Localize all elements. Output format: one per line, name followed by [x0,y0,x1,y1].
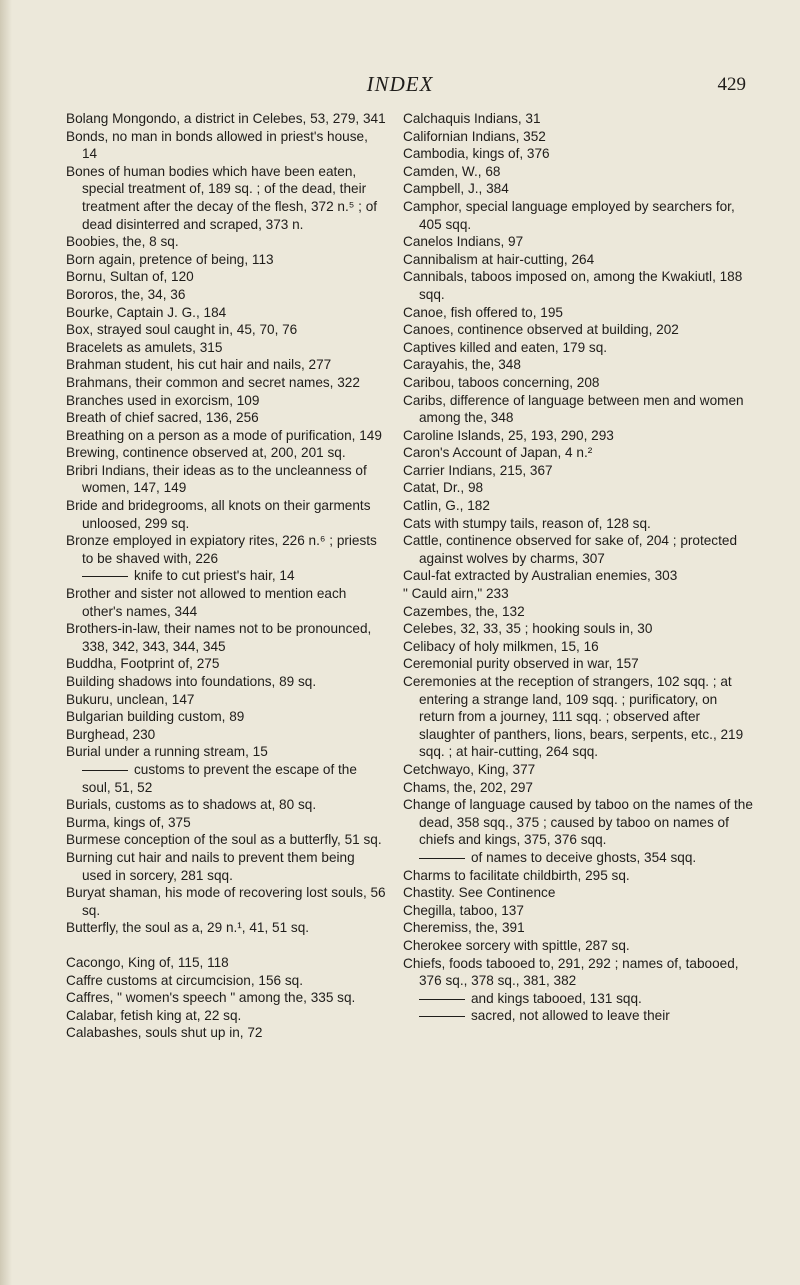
index-entry-text: Buryat shaman, his mode of recovering lost souls, 56 sq. [66,885,386,918]
index-entry [66,796,386,814]
index-entry [66,251,386,269]
index-entry-text: Bulgarian building custom, 89 [66,709,245,725]
index-entry-text: Caron's Account of Japan, 4 n.² [403,445,593,461]
index-entry-text: " Cauld airn," 233 [403,586,509,602]
index-entry-text: Brother and sister not allowed to mention each other's names, 344 [66,586,347,619]
index-entry-text: knife to cut priest's hair, 14 [134,568,295,584]
index-entry-text: Bolang Mongondo, a district in Celebes, 53, 279, 341 [66,111,386,126]
index-entry-text: Bororos, the, 34, 36 [66,286,186,302]
index-entry-text: Born again, pretence of being, 113 [66,251,274,267]
index-entry [66,374,386,392]
index-entry [403,233,755,251]
index-entry [66,356,386,374]
index-subentry [66,567,386,585]
index-entry [66,268,386,286]
index-entry-text: Calabar, fetish king at, 22 sq. [66,1007,242,1023]
index-entry-text: Ceremonial purity observed in war, 157 [403,656,639,672]
index-entry-text: Brahmans, their common and secret names, 322 [66,374,360,390]
index-entry [66,708,386,726]
index-entry [66,409,386,427]
index-entry-text: Caribou, taboos concerning, 208 [403,374,600,390]
index-entry-text: Brahman student, his cut hair and nails, 277 [66,357,332,373]
index-entry [66,321,386,339]
index-entry-text: Camden, W., 68 [403,163,501,179]
index-entry-text: Camphor, special language employed by searchers for, 405 sqq. [403,198,735,232]
index-entry-text: Buddha, Footprint of, 275 [66,656,220,672]
index-entry [403,392,755,427]
index-entry [403,955,755,990]
index-entry [66,1007,386,1025]
index-entry-text: Caroline Islands, 25, 193, 290, 293 [403,427,614,443]
index-entry-text: Celebes, 32, 33, 35 ; hooking souls in, 30 [403,621,653,637]
index-entry [403,374,755,392]
index-entry-text: Burghead, 230 [66,726,156,742]
index-entry [66,919,386,937]
index-entry-text: Cheremiss, the, 391 [403,920,525,936]
index-entry-text: Burial under a running stream, 15 [66,744,268,760]
index-entry-text: Canelos Indians, 97 [403,234,524,250]
index-entry-text: Chastity. See Continence [403,885,556,901]
index-entry [66,691,386,709]
index-entry-text: Celibacy of holy milkmen, 15, 16 [403,638,599,654]
index-entry-text: Californian Indians, 352 [403,128,546,144]
index-entry [403,937,755,955]
index-entry [403,180,755,198]
index-entry [66,814,386,832]
index-entry [403,902,755,920]
index-entry [66,726,386,744]
index-entry-text: Bronze employed in expiatory rites, 226 n.⁶ ; priests to be shaved with, 226 [66,533,377,566]
ditto-dash [82,770,128,771]
index-entry [403,304,755,322]
index-entry-text: and kings tabooed, 131 sqq. [471,990,642,1006]
index-entry [66,954,386,972]
index-entry-text: Cats with stumpy tails, reason of, 128 sq. [403,515,651,531]
index-entry [403,761,755,779]
index-entry [66,655,386,673]
index-entry [403,515,755,533]
index-entry [66,585,386,620]
index-entry [66,339,386,357]
index-entry [66,392,386,410]
index-entry [403,163,755,181]
index-entry [403,603,755,621]
index-column-left [66,110,386,1042]
index-entry-text: Cetchwayo, King, 377 [403,761,536,777]
index-entry-text: of names to deceive ghosts, 354 sqq. [471,849,697,865]
index-entry-text: Box, strayed soul caught in, 45, 70, 76 [66,322,298,338]
page-header [0,72,800,102]
index-entry-text: customs to prevent the escape of the soul, 51, 52 [82,761,357,795]
index-entry [403,779,755,797]
index-entry [403,567,755,585]
index-entry-text: Bonds, no man in bonds allowed in priest's house, 14 [66,128,368,162]
index-entry [403,110,755,128]
index-column-right [403,110,755,1025]
ditto-dash [419,999,465,1000]
index-entry [403,497,755,515]
index-entry-text: Brothers-in-law, their names not to be pronounced, 338, 342, 343, 344, 345 [66,621,372,654]
index-entry-text: Building shadows into foundations, 89 sq. [66,674,317,689]
index-subentry [403,990,755,1008]
index-entry [403,251,755,269]
index-entry-text: Caffres, " women's speech " among the, 335 sq. [66,990,356,1006]
index-entry-text: Carayahis, the, 348 [403,357,521,373]
index-entry-text: Burma, kings of, 375 [66,814,191,830]
index-entry-text: Catlin, G., 182 [403,498,490,514]
index-entry-text: Burials, customs as to shadows at, 80 sq. [66,797,317,813]
index-entry [403,796,755,849]
ditto-dash [419,1016,465,1017]
index-entry-text: Bones of human bodies which have been eaten, special treatment of, 189 sq. ; of the dead, their treatment after the decay of the flesh, 372 n.⁵ ; of dead disinterred and scraped, 373 n. [66,163,378,232]
index-entry-text: Bornu, Sultan of, 120 [66,269,194,285]
index-entry-text: Cambodia, kings of, 376 [403,146,550,162]
index-entry [66,304,386,322]
index-entry [403,321,755,339]
index-entry-text: Charms to facilitate childbirth, 295 sq. [403,867,630,883]
index-entry-text: Chams, the, 202, 297 [403,779,533,795]
index-entry-text: Bride and bridegrooms, all knots on their garments unloosed, 299 sq. [66,498,371,531]
index-entry [66,427,386,445]
index-entry-text: Bribri Indians, their ideas as to the uncleanness of women, 147, 149 [66,462,367,496]
index-entry [403,532,755,567]
index-entry [66,673,386,691]
index-entry-text: Chegilla, taboo, 137 [403,902,524,918]
index-entry-text: Cattle, continence observed for sake of, 204 ; protected against wolves by charms, 307 [403,533,738,566]
index-entry [403,479,755,497]
index-entry-text: Cacongo, King of, 115, 118 [66,954,229,970]
index-subentry [66,761,386,796]
index-entry-text: Cherokee sorcery with spittle, 287 sq. [403,937,630,953]
index-entry [66,444,386,462]
index-entry-text: Bukuru, unclean, 147 [66,691,195,707]
index-entry-text: Brewing, continence observed at, 200, 201 sq. [66,445,346,461]
index-entry-text: Cannibalism at hair-cutting, 264 [403,251,595,267]
index-entry-text: Calabashes, souls shut up in, 72 [66,1025,263,1041]
index-entry [403,128,755,146]
index-entry-text: Breath of chief sacred, 136, 256 [66,410,259,426]
index-entry-text: Caribs, difference of language between men and women among the, 348 [403,392,744,426]
index-entry-text: Catat, Dr., 98 [403,480,484,496]
index-entry-text: Change of language caused by taboo on the names of the dead, 358 sqq., 375 ; caused by taboo on names of chiefs and kings, 375, 376 sqq. [403,797,753,848]
index-entry [403,339,755,357]
index-entry-text: Caul-fat extracted by Australian enemies, 303 [403,568,678,584]
index-entry [403,919,755,937]
index-entry-text: sacred, not allowed to leave their [471,1008,670,1024]
index-entry [403,867,755,885]
page-title: INDEX [366,72,434,96]
index-entry [66,497,386,532]
index-entry [403,145,755,163]
index-entry [403,444,755,462]
index-entry [403,655,755,673]
index-entry [66,286,386,304]
index-entry [403,427,755,445]
index-entry-text: Boobies, the, 8 sq. [66,234,179,250]
index-entry-text: Chiefs, foods tabooed to, 291, 292 ; names of, tabooed, 376 sq., 378 sq., 381, 382 [403,955,739,989]
index-entry [66,972,386,990]
index-entry [66,831,386,849]
index-entry [66,163,386,233]
index-entry-text: Butterfly, the soul as a, 29 n.¹, 41, 51 sq. [66,920,310,936]
index-entry-text: Canoe, fish offered to, 195 [403,304,563,320]
index-entry [403,356,755,374]
index-subentry [403,1007,755,1025]
index-entry [66,620,386,655]
index-entry [66,743,386,761]
index-entry-text: Ceremonies at the reception of strangers, 102 sqq. ; at entering a strange land, 109 sqq. ; purificatory, on return from a journey, 111 sqq. ; observed after slaughter of panthers, lions, bears, serpents, etc., 219 sqq. ; at hair-cutting, 264 sqq. [403,674,744,760]
index-entry-text: Burmese conception of the soul as a butterfly, 51 sq. [66,832,382,848]
index-entry-text: Bracelets as amulets, 315 [66,339,223,355]
index-entry-text: Carrier Indians, 215, 367 [403,462,553,478]
index-entry [66,849,386,884]
index-entry-text: Branches used in exorcism, 109 [66,392,260,408]
index-entry [403,198,755,233]
index-entry-text: Canoes, continence observed at building, 202 [403,322,679,338]
ditto-dash [82,576,128,577]
index-entry-text: Captives killed and eaten, 179 sq. [403,339,608,355]
index-entry [403,585,755,603]
index-entry-text: Campbell, J., 384 [403,181,509,197]
index-entry [66,462,386,497]
index-entry [403,268,755,303]
index-entry [66,884,386,919]
index-entry-text: Cannibals, taboos imposed on, among the Kwakiutl, 188 sqq. [403,269,743,302]
index-entry-text: Caffre customs at circumcision, 156 sq. [66,972,303,988]
index-entry [66,989,386,1007]
page-number: 429 [717,74,746,95]
ditto-dash [419,858,465,859]
page-binding-edge [0,0,12,1285]
index-entry [403,884,755,902]
index-entry [66,128,386,163]
index-entry [403,620,755,638]
index-entry [403,462,755,480]
index-entry [66,233,386,251]
index-entry [66,110,386,128]
index-entry-text: Burning cut hair and nails to prevent them being used in sorcery, 281 sqq. [66,849,355,883]
index-entry-text: Cazembes, the, 132 [403,603,525,619]
index-entry [403,673,755,761]
index-entry [66,1024,386,1042]
index-entry-text: Calchaquis Indians, 31 [403,111,541,126]
index-entry [66,532,386,567]
index-entry-text: Bourke, Captain J. G., 184 [66,304,227,320]
index-entry-text: Breathing on a person as a mode of purification, 149 [66,427,382,443]
index-entry [403,638,755,656]
index-subentry [403,849,755,867]
